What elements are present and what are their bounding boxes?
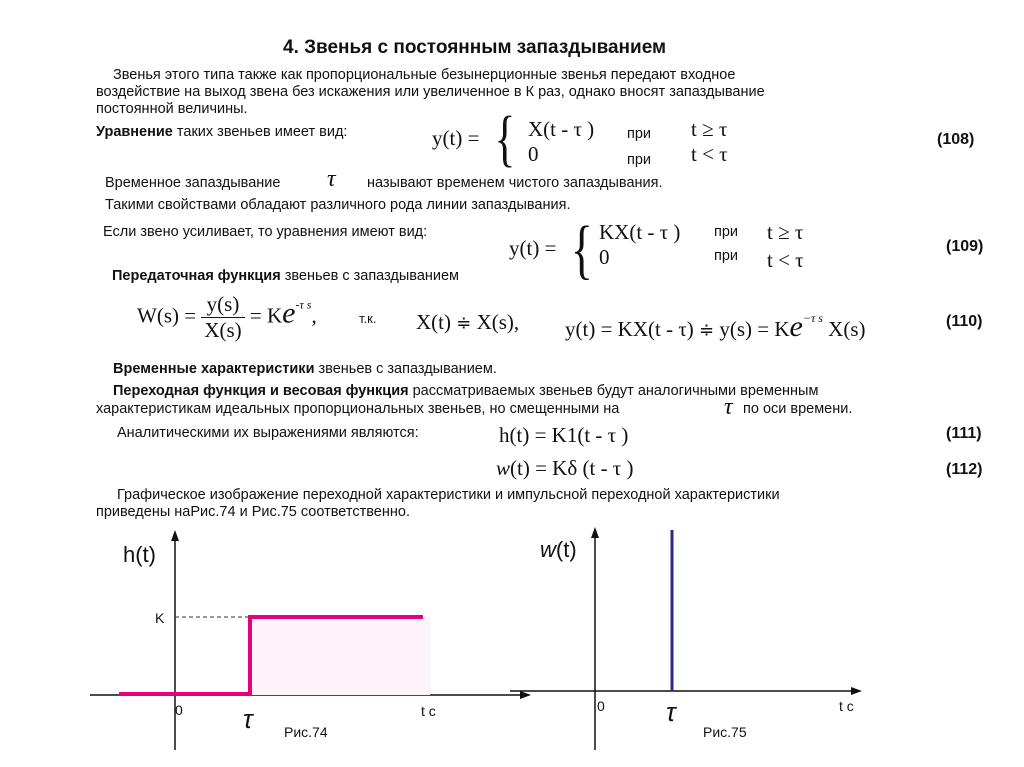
eq111-number: (111) — [946, 425, 982, 442]
delay-pre: Временное запаздывание — [105, 175, 281, 191]
step-func-rest: рассматриваемых звеньев будут аналогичными временным — [408, 383, 819, 399]
delay-tau: τ — [327, 166, 336, 192]
eq110-part2-b: X(s), — [476, 310, 520, 334]
fig75-x-arrow — [851, 687, 862, 695]
fig74-shade — [250, 617, 430, 695]
eq108-case1: X(t - τ ) — [528, 117, 595, 141]
eq112-number: (112) — [946, 461, 983, 478]
eq110-e2: e — [789, 310, 803, 343]
page-title: 4. Звенья с постоянным запаздыванием — [283, 37, 667, 58]
eq110-w: W(s) = — [137, 303, 197, 328]
eq110-part3-a: y(t) = KX(t - τ) — [565, 317, 694, 341]
eq110-den: X(s) — [204, 318, 242, 342]
intro-line-3: постоянной величины. — [96, 101, 248, 117]
eq110-k: = K — [249, 303, 283, 328]
fig75-tau: τ — [666, 697, 676, 727]
fig74-origin: 0 — [175, 702, 183, 718]
time-chars-rest: звеньев с запаздыванием. — [314, 361, 497, 377]
step-func-line-2-pre: характеристикам идеальных пропорциональных звеньев, но смещенными на — [96, 401, 620, 417]
eq108-label-bold: Уравнение — [96, 124, 173, 140]
fig74-ylabel: h(t) — [123, 542, 156, 567]
eq110-fraction — [201, 292, 244, 343]
eq108-number: (108) — [937, 131, 975, 148]
lines-note: Такими свойствами обладают различного рода линии запаздывания. — [105, 197, 571, 213]
eq112-expr — [496, 456, 634, 481]
eq110-part3-c: X(s) — [828, 317, 866, 341]
fig75-ylabel-w: w — [540, 537, 556, 562]
eq110-e: e — [282, 296, 296, 330]
eq108-cond1: t ≥ τ — [691, 117, 728, 141]
fig74-k-label: K — [155, 610, 165, 626]
step-func-bold: Переходная функция и весовая функция — [113, 383, 409, 399]
eq110-part2-a: X(t) — [416, 310, 451, 334]
eq108-label-rest: таких звеньев имеет вид: — [172, 124, 348, 140]
correspondence-icon-2: ≑ — [699, 320, 715, 340]
fig75-ylabel — [540, 537, 577, 562]
fig75-y-arrow — [591, 527, 599, 538]
eq108-pri1: при — [627, 126, 652, 142]
eq108-brace: { — [494, 105, 516, 173]
eq109-lhs: y(t) = — [509, 236, 557, 260]
eq109-pri2: при — [714, 248, 739, 264]
eq110-comma: , — [311, 303, 317, 328]
eq110-part2 — [416, 310, 519, 335]
fig75-origin: 0 — [597, 698, 605, 714]
eq109-cond1: t ≥ τ — [767, 220, 804, 244]
intro-line-2: воздействие на выход звена без искажения или увеличенное в К раз, однако вносят запаздывание — [96, 84, 765, 100]
eq109-number: (109) — [946, 238, 984, 255]
eq112-rest: (t) = Kδ (t - τ ) — [510, 456, 634, 480]
eq108-lhs: y(t) = — [432, 126, 480, 150]
eq110-exp2: −τ s — [802, 311, 823, 325]
eq108-case2: 0 — [528, 142, 539, 166]
fig75-ylabel-rest: (t) — [555, 537, 577, 562]
eq110-part3-b: y(s) = K — [719, 317, 790, 341]
eq110-number: (110) — [946, 313, 983, 330]
fig75-chart — [505, 525, 865, 755]
eq110-part3 — [565, 310, 865, 344]
eq109-brace: { — [570, 213, 593, 286]
correspondence-icon: ≑ — [456, 313, 472, 333]
fig74-chart — [85, 530, 535, 755]
eq109-case1: KX(t - τ ) — [599, 220, 681, 244]
eq111-expr: h(t) = K1(t - τ ) — [499, 423, 629, 447]
transfer-label-bold: Передаточная функция — [112, 268, 281, 284]
eq108-pri2: при — [627, 152, 652, 168]
eq112-w: w — [496, 456, 511, 480]
time-chars — [113, 361, 497, 378]
step-func-tau: τ — [724, 394, 733, 420]
fig75-caption: Рис.75 — [703, 724, 747, 740]
eq109-pri1: при — [714, 224, 739, 240]
transfer-label-rest: звеньев с запаздыванием — [280, 268, 460, 284]
eq109-label: Если звено усиливает, то уравнения имеют вид: — [103, 224, 428, 240]
graph-text-line-1: Графическое изображение переходной характеристики и импульсной переходной характеристики — [117, 487, 780, 503]
graph-text-line-2: приведены наРис.74 и Рис.75 соответственно. — [96, 504, 410, 520]
time-chars-bold: Временные характеристики — [113, 361, 315, 377]
analytic-label: Аналитическими их выражениями являются: — [117, 425, 419, 441]
eq108-label — [96, 124, 347, 141]
transfer-label — [112, 268, 459, 285]
eq110-num: y(s) — [201, 292, 244, 318]
fig74-y-arrow — [171, 530, 179, 541]
eq110-formula — [137, 292, 317, 343]
eq110-tk: т.к. — [359, 311, 377, 326]
step-func-line-2-post: по оси времени. — [743, 401, 853, 417]
step-func-line-1 — [113, 383, 818, 400]
fig75-xlabel: t c — [839, 698, 854, 714]
intro-line-1: Звенья этого типа также как пропорциональные безынерционные звенья передают входное — [113, 67, 736, 83]
fig74-caption: Рис.74 — [284, 724, 328, 740]
eq110-exp: -τ s — [295, 297, 312, 312]
delay-post: называют временем чистого запаздывания. — [367, 175, 663, 191]
fig74-xlabel: t c — [421, 703, 436, 719]
eq109-cond2: t < τ — [767, 248, 804, 272]
eq109-case2: 0 — [599, 245, 610, 269]
fig74-tau: τ — [243, 704, 253, 734]
eq108-cond2: t < τ — [691, 142, 728, 166]
